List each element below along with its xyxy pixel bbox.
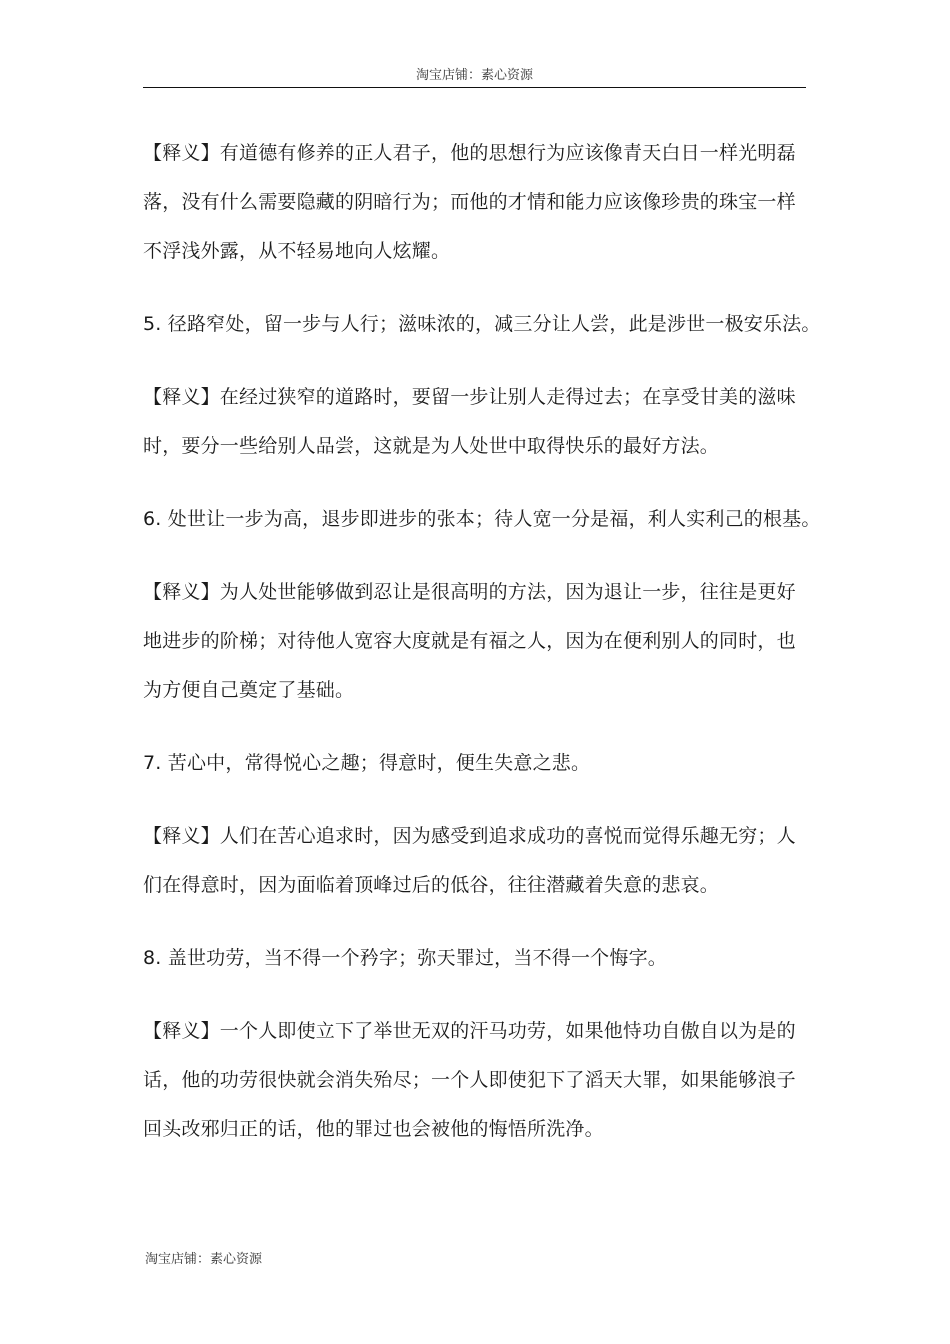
paragraph-verse-5: [143, 300, 821, 349]
text-line: 【释义】一个人即使立下了举世无双的汗马功劳，如果他恃功自傲自以为是的: [143, 1020, 796, 1042]
text-line: 8. 盖世功劳，当不得一个矜字；弥天罪过，当不得一个悔字。: [143, 947, 667, 969]
paragraph-verse-7: [143, 739, 808, 788]
text-line: 【释义】为人处世能够做到忍让是很高明的方法，因为退让一步，往往是更好: [143, 581, 796, 603]
text-line: 不浮浅外露，从不轻易地向人炫耀。: [143, 240, 451, 262]
text-line: 回头改邪归正的话，他的罪过也会被他的悔悟所洗净。: [143, 1118, 604, 1140]
text-line: 时，要分一些给别人品尝，这就是为人处世中取得快乐的最好方法。: [143, 435, 720, 457]
page-footer: 淘宝店铺：素心资源: [145, 1252, 263, 1267]
text-line: 落，没有什么需要隐藏的阴暗行为；而他的才情和能力应该像珍贵的珠宝一样: [143, 191, 796, 213]
paragraph-explanation-1: [143, 129, 808, 276]
text-line: 【释义】人们在苦心追求时，因为感受到追求成功的喜悦而觉得乐趣无穷；人: [143, 825, 796, 847]
text-line: 5. 径路窄处，留一步与人行；滋味浓的，减三分让人尝，此是涉世一极安乐法。: [143, 313, 821, 335]
text-line: 地进步的阶梯；对待他人宽容大度就是有福之人，因为在便利别人的同时，也: [143, 630, 796, 652]
text-line: 【释义】有道德有修养的正人君子，他的思想行为应该像青天白日一样光明磊: [143, 142, 796, 164]
document-body: [143, 129, 821, 1178]
paragraph-explanation-7: [143, 812, 808, 910]
text-line: 们在得意时，因为面临着顶峰过后的低谷，往往潜藏着失意的悲哀。: [143, 874, 720, 896]
paragraph-explanation-6: [143, 568, 808, 715]
paragraph-verse-6: [143, 495, 821, 544]
text-line: 【释义】在经过狭窄的道路时，要留一步让别人走得过去；在享受甘美的滋味: [143, 386, 796, 408]
text-line: 7. 苦心中，常得悦心之趣；得意时，便生失意之悲。: [143, 752, 591, 774]
paragraph-verse-8: [143, 934, 808, 983]
paragraph-explanation-8: [143, 1007, 808, 1154]
text-line: 为方便自己奠定了基础。: [143, 679, 355, 701]
paragraph-explanation-5: [143, 373, 808, 471]
text-line: 话，他的功劳很快就会消失殆尽；一个人即使犯下了滔天大罪，如果能够浪子: [143, 1069, 796, 1091]
text-line: 6. 处世让一步为高，退步即进步的张本；待人宽一分是福，利人实利己的根基。: [143, 508, 821, 530]
page-header: 淘宝店铺：素心资源: [143, 66, 806, 88]
